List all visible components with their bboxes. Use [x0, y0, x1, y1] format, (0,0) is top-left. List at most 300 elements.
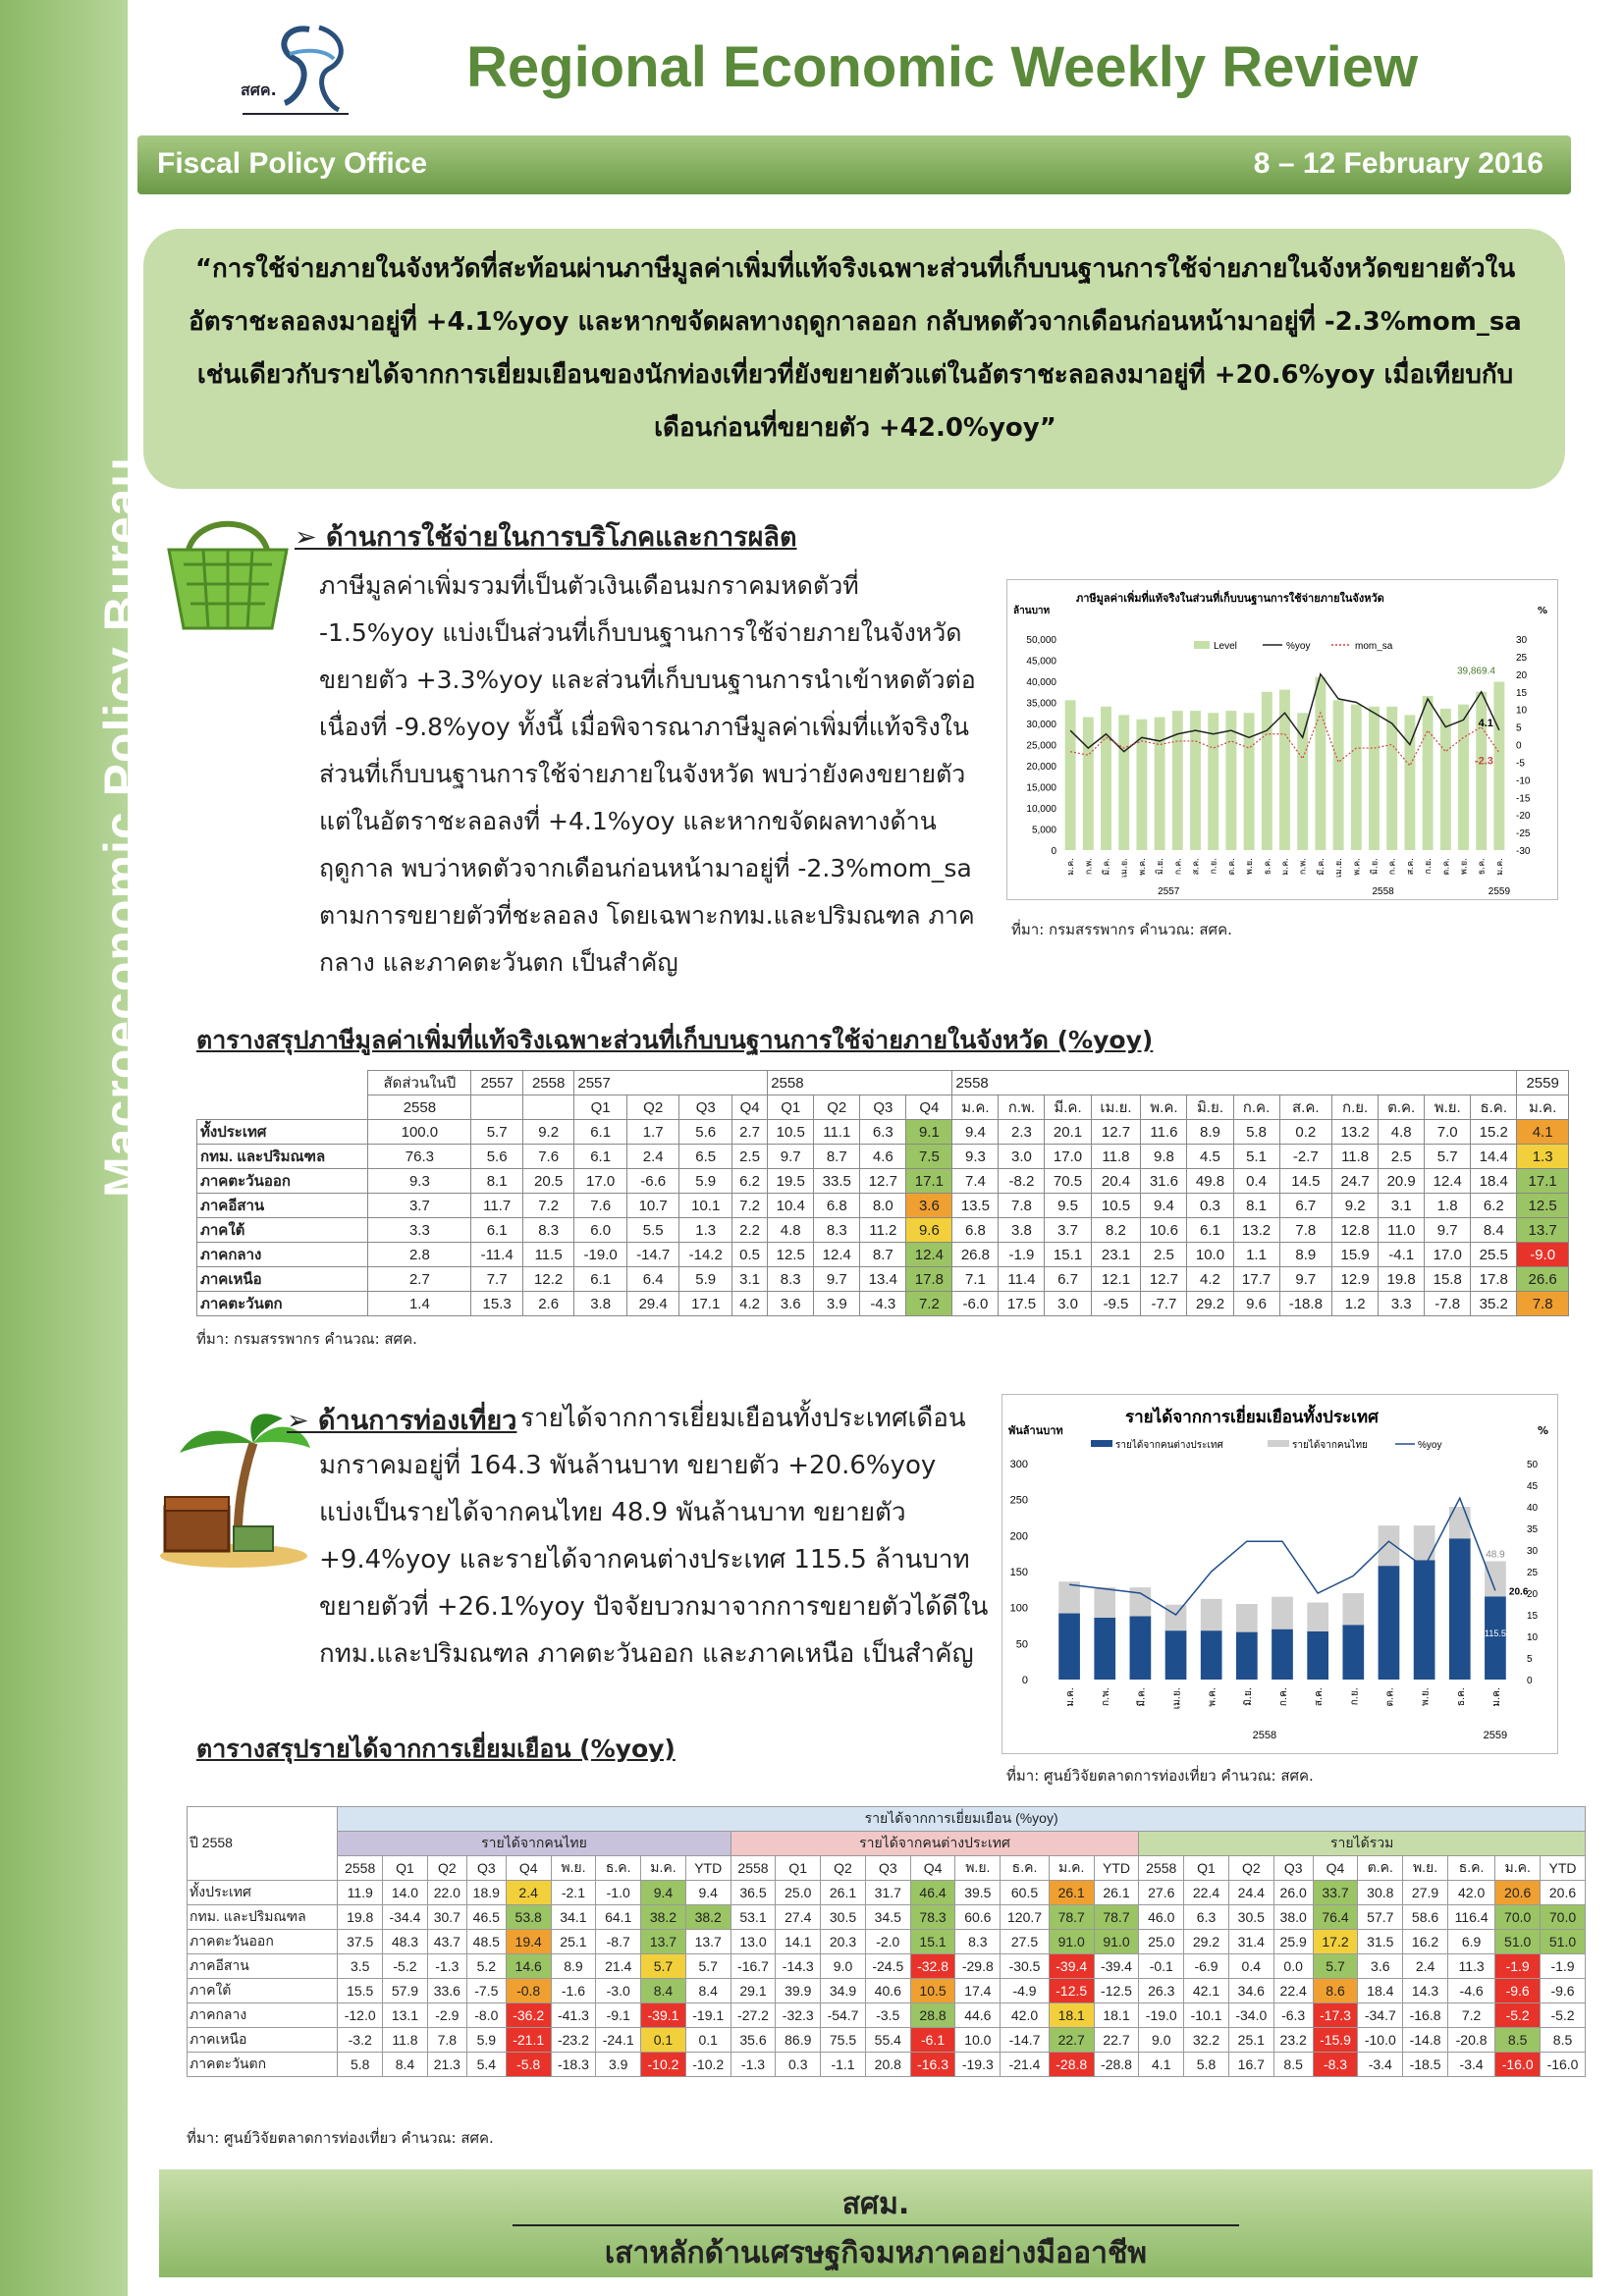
tour-cell: 14.0 [383, 1881, 428, 1905]
logo-emblem-icon [231, 20, 388, 133]
vat-header-year: 2558 [768, 1071, 952, 1095]
tour-cell: 31.5 [1358, 1930, 1403, 1954]
vat-cell: 0.3 [1187, 1194, 1233, 1218]
tour-bar-thai [1342, 1593, 1364, 1625]
tour-cell: 30.8 [1358, 1881, 1403, 1905]
tour-cell: -32.8 [910, 1954, 955, 1979]
tour-cell: -1.6 [551, 1979, 596, 2003]
vat-y-tick: 20,000 [1026, 762, 1056, 773]
vat-y2-tick: 10 [1516, 705, 1528, 717]
tour-cell: 9.4 [685, 1881, 731, 1905]
vat-cell: 4.2 [1187, 1267, 1233, 1292]
vat-cell: -14.7 [626, 1243, 679, 1267]
side-title: Macroeconomic Policy Bureau [94, 455, 149, 1198]
vat-chart-y2label: % [1538, 606, 1548, 616]
tour-subheader: พ.ย. [551, 1856, 596, 1881]
vat-cell: 2.7 [732, 1120, 768, 1145]
vat-x-tick: เม.ย. [1119, 858, 1130, 879]
tour-cell: 42.0 [1001, 2003, 1050, 2028]
vat-cell: 4.8 [768, 1218, 814, 1243]
tour-table-row [188, 1930, 1586, 1954]
vat-x-tick: พ.ค. [1137, 858, 1148, 876]
vat-cell: 24.7 [1332, 1169, 1379, 1194]
vat-x-tick: ก.ย. [1424, 858, 1435, 875]
vat-cell: 17.1 [906, 1169, 952, 1194]
tour-x-tick: พ.ค. [1207, 1687, 1218, 1707]
tour-cell: -4.9 [1001, 1979, 1050, 2003]
vat-cell: 5.7 [471, 1120, 522, 1145]
tour-cell: 2.4 [1403, 1954, 1448, 1979]
vat-cell: 4.8 [1379, 1120, 1425, 1145]
vat-cell: 12.8 [1332, 1218, 1379, 1243]
tour-x-tick: ธ.ค. [1455, 1687, 1467, 1707]
tour-cell: 19.8 [338, 1905, 383, 1930]
tour-bar-thai [1094, 1587, 1115, 1618]
vat-cell: 9.4 [1141, 1194, 1187, 1218]
tour-bar-foreign [1414, 1560, 1435, 1680]
tour-y2-tick: 50 [1527, 1460, 1539, 1470]
vat-cell: 10.5 [1091, 1194, 1141, 1218]
vat-cell: 1.3 [679, 1218, 732, 1243]
vat-x-tick: พ.ย. [1459, 858, 1470, 875]
tour-cell: -1.3 [427, 1954, 466, 1979]
vat-cell: 1.4 [368, 1292, 471, 1316]
vat-cell: 12.4 [814, 1243, 860, 1267]
tour-cell: 14.6 [506, 1954, 551, 1979]
tour-cell: -39.1 [641, 2003, 686, 2028]
tour-cell: -5.8 [506, 2053, 551, 2077]
vat-cell: 13.4 [860, 1267, 906, 1292]
vat-y2-tick: 25 [1516, 652, 1528, 664]
tour-cell: -24.1 [596, 2028, 641, 2053]
vat-cell: 11.6 [1141, 1120, 1187, 1145]
tour-cell: 20.8 [865, 2053, 910, 2077]
tour-cell: 70.0 [1541, 1905, 1586, 1930]
vat-bar [1083, 718, 1094, 850]
vat-cell: 8.7 [860, 1243, 906, 1267]
vat-legend-level-swatch [1194, 641, 1210, 649]
tour-cell: 9.0 [821, 1954, 866, 1979]
vat-cell: 3.6 [906, 1194, 952, 1218]
vat-legend-mom: mom_sa [1355, 641, 1393, 652]
tour-cell: 19.4 [506, 1930, 551, 1954]
tour-subheader: Q3 [1273, 1856, 1313, 1881]
tour-cell: 48.3 [383, 1930, 428, 1954]
vat-header-blank [471, 1095, 522, 1120]
vat-cell: 6.1 [574, 1267, 627, 1292]
tour-cell: 6.3 [1184, 1905, 1229, 1930]
vat-cell: 2.3 [999, 1120, 1045, 1145]
tour-bar-foreign [1272, 1629, 1293, 1680]
vat-row-name: ภาคใต้ [197, 1218, 368, 1243]
tour-bar-foreign [1130, 1616, 1152, 1680]
vat-header-month: พ.ค. [1141, 1095, 1187, 1120]
vat-y2-tick: 5 [1516, 722, 1522, 734]
tour-y-tick: 0 [1021, 1675, 1028, 1686]
footer-slogan: เสาหลักด้านเศรษฐกิจมหภาคอย่างมืออาชีพ [604, 2236, 1148, 2270]
vat-cell: 35.2 [1471, 1292, 1517, 1316]
vat-bar [1065, 700, 1076, 850]
vat-table-row [197, 1095, 1569, 1120]
tour-cell: -19.0 [1139, 2003, 1184, 2028]
vat-cell: 12.9 [1332, 1267, 1379, 1292]
vat-legend-yoy: %yoy [1286, 641, 1311, 652]
tour-cell: 17.4 [955, 1979, 1001, 2003]
tour-subheader: YTD [1541, 1856, 1586, 1881]
vat-bar [1440, 709, 1451, 850]
vat-cell: 12.7 [1091, 1120, 1141, 1145]
vat-x-tick: ส.ค. [1191, 858, 1202, 876]
vat-x-tick: ต.ค. [1226, 858, 1237, 876]
tour-cell: -12.0 [338, 2003, 383, 2028]
tour-cell: 10.5 [910, 1979, 955, 2003]
vat-row-name: ทั้งประเทศ [197, 1120, 368, 1145]
vat-cell: -4.1 [1379, 1243, 1425, 1267]
vat-cell: 8.4 [1471, 1218, 1517, 1243]
tour-thai-label: 48.9 [1486, 1549, 1505, 1561]
tour-cell: 30.5 [821, 1905, 866, 1930]
vat-header-quarter: Q4 [732, 1095, 768, 1120]
vat-cell: 26.6 [1517, 1267, 1569, 1292]
vat-cell: 2.2 [732, 1218, 768, 1243]
tour-cell: 13.7 [685, 1930, 731, 1954]
vat-chart-title: ภาษีมูลค่าเพิ่มที่แท้จริงในส่วนที่เก็บบนฐานการใช้จ่ายภายในจังหวัด [1076, 592, 1384, 605]
vat-cell: 5.7 [1425, 1145, 1471, 1169]
tour-cell: 42.0 [1447, 1881, 1494, 1905]
vat-cell: 8.0 [860, 1194, 906, 1218]
vat-cell: -1.9 [999, 1243, 1045, 1267]
tour-foreign-label: 115.5 [1484, 1629, 1506, 1638]
tour-subheader: 2558 [338, 1856, 383, 1881]
tour-y2-tick: 30 [1527, 1546, 1539, 1557]
tour-bar-thai [1272, 1597, 1293, 1629]
vat-cell: 8.2 [1091, 1218, 1141, 1243]
vat-x-tick: ก.พ. [1298, 858, 1309, 876]
vat-cell: -11.4 [471, 1243, 522, 1267]
tour-cell: 5.8 [1184, 2053, 1229, 2077]
vat-cell: 3.6 [768, 1292, 814, 1316]
vat-header-share-year: 2558 [368, 1095, 471, 1120]
vat-header-month: ต.ค. [1379, 1095, 1425, 1120]
vat-table-row [197, 1243, 1569, 1267]
vat-cell: 0.5 [732, 1243, 768, 1267]
vat-bar [1155, 718, 1165, 850]
vat-cell: 9.7 [1425, 1218, 1471, 1243]
vat-cell: 3.0 [1045, 1292, 1091, 1316]
tour-subheader: Q2 [821, 1856, 866, 1881]
vat-cell: 7.2 [522, 1194, 573, 1218]
vat-cell: 49.8 [1187, 1169, 1233, 1194]
tour-bar-foreign [1165, 1630, 1187, 1680]
tour-cell: 39.5 [955, 1881, 1001, 1905]
vat-x-tick: พ.ย. [1245, 858, 1256, 875]
vat-x-tick: ต.ค. [1441, 858, 1452, 876]
tour-cell: 78.7 [1094, 1905, 1139, 1930]
vat-y-tick: 0 [1051, 846, 1056, 857]
tour-cell: -8.3 [1313, 2053, 1358, 2077]
tour-cell: 3.9 [596, 2053, 641, 2077]
vat-header-quarter: Q4 [906, 1095, 952, 1120]
tour-cell: 8.4 [383, 2053, 428, 2077]
vat-y2-tick: 20 [1516, 669, 1528, 681]
tour-cell: 5.7 [641, 1954, 686, 1979]
tour-cell: 22.0 [427, 1881, 466, 1905]
vat-cell: 1.3 [1517, 1145, 1569, 1169]
tour-bar-foreign [1342, 1625, 1364, 1680]
vat-cell: 15.1 [1045, 1243, 1091, 1267]
tour-subheader: Q4 [1313, 1856, 1358, 1881]
tour-cell: -3.5 [865, 2003, 910, 2028]
tour-cell: -6.1 [910, 2028, 955, 2053]
tour-subheader: Q2 [1228, 1856, 1273, 1881]
vat-x-tick: ก.พ. [1084, 858, 1095, 876]
tour-subheader: ม.ค. [1049, 1856, 1094, 1881]
tour-group-foreign: รายได้จากคนต่างประเทศ [731, 1832, 1139, 1856]
tour-cell: 0.1 [641, 2028, 686, 2053]
vat-cell: 6.1 [574, 1145, 627, 1169]
basket-icon [149, 510, 306, 648]
vat-cell: 6.4 [626, 1267, 679, 1292]
tour-cell: 24.4 [1228, 1881, 1273, 1905]
tour-y2-tick: 25 [1527, 1568, 1539, 1578]
vat-cell: 9.5 [1045, 1194, 1091, 1218]
tour-cell: -2.1 [551, 1881, 596, 1905]
tour-cell: -1.9 [1495, 1954, 1541, 1979]
tour-x-tick: ส.ค. [1314, 1687, 1326, 1707]
vat-cell: 6.2 [732, 1169, 768, 1194]
tour-cell: -16.3 [910, 2053, 955, 2077]
tour-cell: -41.3 [551, 2003, 596, 2028]
tour-cell: 40.6 [865, 1979, 910, 2003]
vat-year-label: 2559 [1488, 886, 1511, 897]
tour-top-header: รายได้จากการเยี่ยมเยือน (%yoy) [338, 1807, 1586, 1832]
tour-bar-thai [1379, 1525, 1400, 1566]
vat-y2-tick: 30 [1516, 635, 1528, 646]
tour-legend-thai-swatch [1268, 1440, 1289, 1447]
tour-cell: 8.5 [1541, 2028, 1586, 2053]
vat-cell: 10.0 [1187, 1243, 1233, 1267]
vat-bar [1423, 696, 1434, 850]
tour-cell: -29.8 [955, 1954, 1001, 1979]
vat-cell: 8.9 [1279, 1243, 1332, 1267]
vat-cell: 17.1 [1517, 1169, 1569, 1194]
vat-cell: -19.0 [574, 1243, 627, 1267]
vat-header-month: ก.พ. [999, 1095, 1045, 1120]
vat-cell: 13.2 [1233, 1218, 1279, 1243]
tour-subheader: Q4 [910, 1856, 955, 1881]
tour-cell: 8.9 [551, 1954, 596, 1979]
tour-cell: 38.2 [641, 1905, 686, 1930]
tour-cell: -8.7 [596, 1930, 641, 1954]
tour-cell: -18.5 [1403, 2053, 1448, 2077]
tour-cell: -1.0 [596, 1881, 641, 1905]
tour-subheader: Q2 [427, 1856, 466, 1881]
tourism-line-6: กทม.และปริมณฑล ภาคตะวันออก และภาคเหนือ เป็นสำคัญ [319, 1639, 974, 1669]
tour-cell: 22.4 [1184, 1881, 1229, 1905]
tour-row-name: ภาคตะวันออก [188, 1930, 338, 1954]
vat-chart [1006, 579, 1558, 900]
vat-cell: 6.2 [1471, 1194, 1517, 1218]
vat-cell: 6.0 [574, 1218, 627, 1243]
vat-cell: 9.1 [906, 1120, 952, 1145]
tour-cell: 18.1 [1094, 2003, 1139, 2028]
vat-cell: 9.3 [952, 1145, 999, 1169]
tour-cell: -5.2 [1495, 2003, 1541, 2028]
tour-cell: 64.1 [596, 1905, 641, 1930]
vat-y-tick: 30,000 [1026, 720, 1056, 730]
tour-bar-thai [1201, 1599, 1222, 1630]
tour-cell: -12.5 [1049, 1979, 1094, 2003]
vat-y-tick: 10,000 [1026, 804, 1056, 815]
tourism-line-5: ขยายตัวที่ +26.1%yoy ปัจจัยบวกมาจากการขยายตัวได้ดีใน [319, 1592, 989, 1622]
vat-cell: 9.4 [952, 1120, 999, 1145]
vat-cell: 6.8 [814, 1194, 860, 1218]
vat-x-tick: ก.ค. [1173, 858, 1184, 876]
vat-cell: 26.8 [952, 1243, 999, 1267]
vat-cell: 7.0 [1425, 1120, 1471, 1145]
vat-y-tick: 40,000 [1026, 677, 1056, 688]
tour-cell: 58.6 [1403, 1905, 1448, 1930]
vat-cell: 6.7 [1279, 1194, 1332, 1218]
vat-cell: 15.2 [1471, 1120, 1517, 1145]
vat-cell: 2.6 [522, 1292, 573, 1316]
tour-cell: 76.4 [1313, 1905, 1358, 1930]
vat-x-tick: มี.ค. [1102, 858, 1112, 876]
tour-cell: -1.3 [731, 2053, 776, 2077]
header-bar [137, 135, 1571, 194]
tour-cell: 36.5 [731, 1881, 776, 1905]
vat-year-label: 2557 [1158, 886, 1180, 897]
vat-header-blank [522, 1095, 573, 1120]
vat-cell: 11.4 [999, 1267, 1045, 1292]
tour-row-name: ภาคกลาง [188, 2003, 338, 2028]
tourism-table-source: ที่มา: ศูนย์วิจัยตลาดการท่องเที่ยว คำนวณ: สศค. [187, 2129, 494, 2147]
vat-cell: 3.8 [574, 1292, 627, 1316]
tour-cell: -6.3 [1273, 2003, 1313, 2028]
tour-subheader: ธ.ค. [1001, 1856, 1050, 1881]
vat-header-month: พ.ย. [1425, 1095, 1471, 1120]
tour-cell: -16.7 [731, 1954, 776, 1979]
vat-x-tick: มี.ค. [1316, 858, 1326, 876]
vat-bar [1101, 707, 1111, 850]
vat-cell: 7.7 [471, 1267, 522, 1292]
tour-cell: -3.2 [338, 2028, 383, 2053]
vat-cell: 12.7 [1141, 1267, 1187, 1292]
tour-cell: -28.8 [1094, 2053, 1139, 2077]
tour-cell: -36.2 [506, 2003, 551, 2028]
tour-table-row [188, 1954, 1586, 1979]
tour-cell: 8.5 [1495, 2028, 1541, 2053]
vat-cell: 9.7 [814, 1267, 860, 1292]
tour-row-name: ภาคตะวันตก [188, 2053, 338, 2077]
vat-cell: 6.7 [1045, 1267, 1091, 1292]
tour-y2-tick: 20 [1527, 1589, 1539, 1600]
tour-subheader: YTD [1094, 1856, 1139, 1881]
tour-cell: 60.6 [955, 1905, 1001, 1930]
vat-cell: 12.7 [860, 1169, 906, 1194]
tour-cell: 0.1 [685, 2028, 731, 2053]
tour-bar-thai [1058, 1581, 1080, 1613]
vat-cell: 9.7 [768, 1145, 814, 1169]
vat-cell: 3.3 [1379, 1292, 1425, 1316]
tour-y-tick: 100 [1009, 1602, 1028, 1615]
tour-cell: 0.3 [776, 2053, 821, 2077]
vat-header-year: 2559 [1517, 1071, 1569, 1095]
tour-row-name: ทั้งประเทศ [188, 1881, 338, 1905]
vat-cell: 31.6 [1141, 1169, 1187, 1194]
vat-header-quarter: Q2 [626, 1095, 679, 1120]
tour-y-tick: 50 [1015, 1638, 1028, 1651]
vat-cell: -9.0 [1517, 1243, 1569, 1267]
vat-cell: 33.5 [814, 1169, 860, 1194]
vat-header-month: เม.ย. [1091, 1095, 1141, 1120]
tour-x-tick: ก.ย. [1349, 1687, 1361, 1706]
vat-cell: 12.4 [1425, 1169, 1471, 1194]
tour-cell: 7.2 [1447, 2003, 1494, 2028]
vat-bar [1244, 713, 1255, 850]
tour-subheader: Q1 [383, 1856, 428, 1881]
tour-cell: -27.2 [731, 2003, 776, 2028]
tour-cell: -17.3 [1313, 2003, 1358, 2028]
vat-cell: 15.9 [1332, 1243, 1379, 1267]
vat-cell: 9.3 [368, 1169, 471, 1194]
vat-cell: 7.8 [1517, 1292, 1569, 1316]
tour-cell: -15.9 [1313, 2028, 1358, 2053]
vat-cell: -14.2 [679, 1243, 732, 1267]
vat-yoy-label: 4.1 [1478, 717, 1493, 729]
vat-bar [1476, 692, 1487, 850]
tour-bar-foreign [1236, 1632, 1258, 1680]
tour-cell: 53.1 [731, 1905, 776, 1930]
tour-cell: -7.5 [466, 1979, 506, 2003]
tour-cell: -0.8 [506, 1979, 551, 2003]
tour-cell: 18.9 [466, 1881, 506, 1905]
vat-cell: 17.8 [1471, 1267, 1517, 1292]
tour-cell: 43.7 [427, 1930, 466, 1954]
vat-header-year: 2557 [574, 1071, 768, 1095]
vat-cell: 9.8 [1141, 1145, 1187, 1169]
tour-cell: 29.2 [1184, 1930, 1229, 1954]
vat-cell: 12.1 [1091, 1267, 1141, 1292]
vat-table-row [197, 1071, 1569, 1095]
vat-bar [1493, 682, 1504, 850]
vat-header-share: สัดส่วนในปี [368, 1071, 471, 1095]
report-date: 8 – 12 February 2016 [1253, 147, 1543, 180]
tour-subheader: 2558 [731, 1856, 776, 1881]
vat-cell: 0.2 [1279, 1120, 1332, 1145]
vat-cell: 11.0 [1379, 1218, 1425, 1243]
tour-cell: -20.8 [1447, 2028, 1494, 2053]
vat-bar [1351, 705, 1362, 850]
tour-cell: 57.7 [1358, 1905, 1403, 1930]
tourism-table [187, 1806, 1586, 2077]
vat-y2-tick: -25 [1516, 828, 1531, 840]
tour-subheader: Q1 [1184, 1856, 1229, 1881]
tour-row-name: ภาคใต้ [188, 1979, 338, 2003]
tour-cell: -14.7 [1001, 2028, 1050, 2053]
tour-cell: -8.0 [466, 2003, 506, 2028]
tour-yoy-label: 20.6 [1508, 1586, 1529, 1598]
tour-cell: -10.1 [1184, 2003, 1229, 2028]
vat-cell: 7.8 [999, 1194, 1045, 1218]
vat-header-month: ก.ค. [1233, 1095, 1279, 1120]
tour-cell: 46.4 [910, 1881, 955, 1905]
vat-x-tick: ธ.ค. [1263, 858, 1273, 876]
tour-row-name: กทม. และปริมณฑล [188, 1905, 338, 1930]
vat-cell: 1.7 [626, 1120, 679, 1145]
tour-cell: 8.4 [685, 1979, 731, 2003]
tour-cell: -2.9 [427, 2003, 466, 2028]
